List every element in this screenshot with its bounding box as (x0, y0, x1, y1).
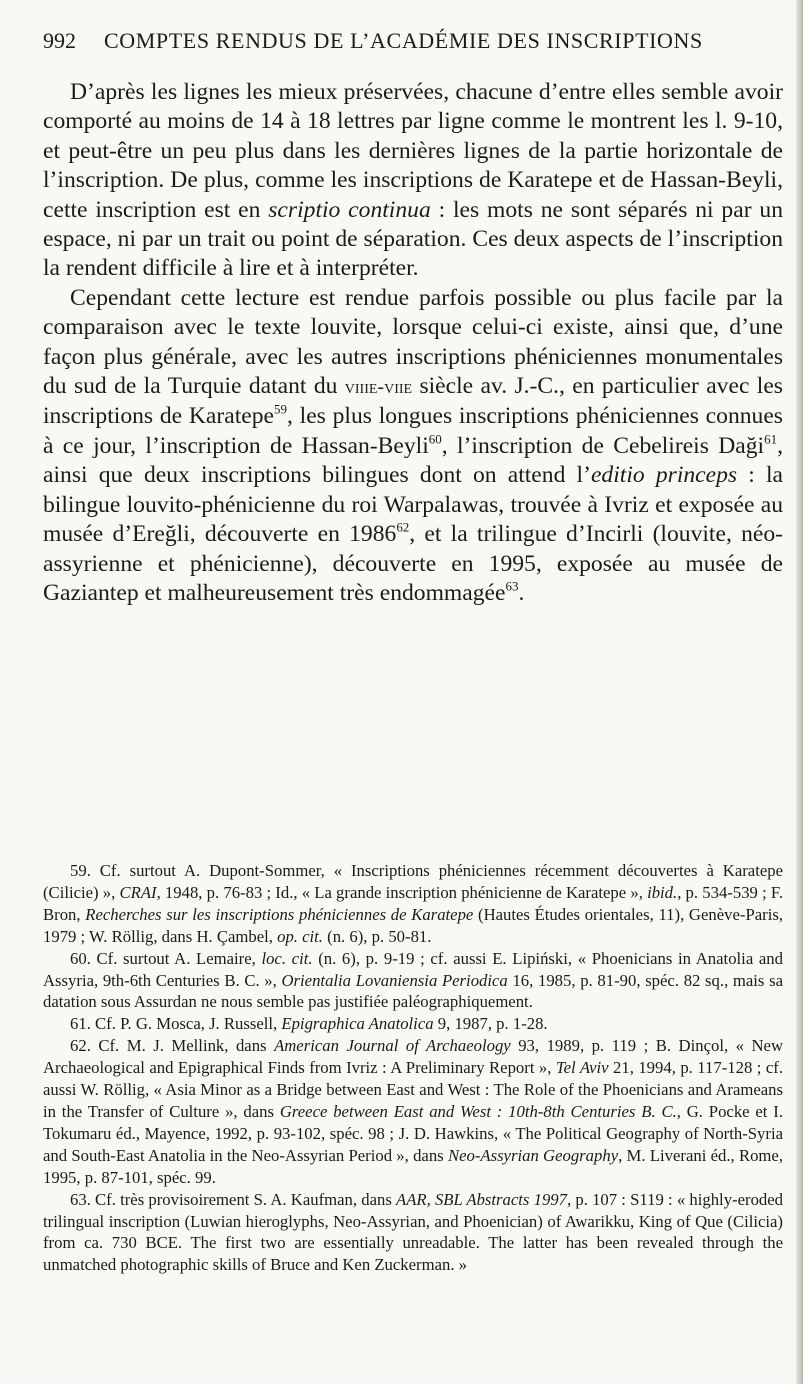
paragraph-2-text-f: : la bilingue louvito-phénicienne du roi Warpalawas, trouvée à Ivriz et exposée au musée d’Ereğli, découverte en 1986 (43, 462, 783, 548)
footnote-ref-62[interactable]: 62 (396, 519, 410, 535)
footnote-60-italic-1: loc. cit. (261, 948, 313, 968)
paragraph-2-text-h: . (518, 579, 525, 606)
footnote-61-italic-1: Epigraphica Anatolica (281, 1014, 434, 1034)
footnote-62-text-e: , M. Liverani éd., Rome, 1995, p. 87-101, spéc. 99. (43, 1145, 783, 1187)
footnote-60-italic-2: Orientalia Lovaniensia Periodica (281, 970, 508, 990)
footnote-62-italic-1: American Journal of Archaeology (274, 1036, 511, 1056)
footnote-61-text-a: 61. Cf. P. G. Mosca, J. Russell, (70, 1014, 282, 1034)
running-header (43, 27, 783, 55)
footnote-60 (43, 948, 783, 1014)
footnote-62-italic-3: Greece between East and West : 10th-8th Centuries B. C. (279, 1101, 677, 1121)
footnote-62-italic-2: Tel Aviv (555, 1058, 609, 1078)
footnote-63 (43, 1189, 783, 1277)
paragraph-2-text-b: siècle av. J.-C., en particulier avec les inscriptions de Karatepe (43, 373, 783, 430)
paragraph-2-text-d: , l’inscription de Cebelireis Daği (441, 432, 765, 459)
footnote-63-text-b: , p. 107 : S119 : « highly-eroded trilingual inscription (Luwian hieroglyphs, Neo-Assyrian, and Phoenician) of Awarikku, King of Que (Cilicia) from ca. 730 BCE. The first two are essentially unreadable. The latter has been revealed through the unmatched photographic skills of Bruce and Ken Zuckerman. » (43, 1189, 784, 1275)
footnote-61-text-b: 9, 1987, p. 1-28. (433, 1014, 548, 1034)
footnote-63-text-a: 63. Cf. très provisoirement S. A. Kaufman, dans (70, 1189, 397, 1209)
paragraph-2-text-e: , ainsi que deux inscriptions bilingues dont on attend l’ (43, 432, 783, 489)
footnote-62 (43, 1035, 783, 1188)
page-edge-shadow (796, 0, 803, 1384)
footnote-ref-59[interactable]: 59 (274, 401, 287, 417)
footnote-59 (43, 860, 783, 948)
footnote-62-text-b: 93, 1989, p. 119 ; B. Dinçol, « New Archaeological and Epigraphical Finds from Ivriz : A Preliminary Report », (43, 1036, 783, 1078)
footnote-59-italic-2: ibid. (647, 882, 678, 902)
footnote-59-text-e: (n. 6), p. 50-81. (322, 926, 432, 946)
paragraph-2-text-c: , les plus longues inscriptions phéniciennes connues à ce jour, l’inscription de Hassan-Beyli (43, 403, 783, 459)
paragraph-2-italic: editio princeps (590, 462, 738, 489)
footnote-59-text-b: , 1948, p. 76-83 ; Id., « La grande inscription phénicienne de Karatepe », (156, 882, 648, 902)
footnote-63-italic-1: AAR, SBL Abstracts 1997 (396, 1189, 567, 1209)
footnote-ref-61[interactable]: 61 (764, 431, 778, 447)
footnote-61 (43, 1013, 783, 1035)
paragraph-2-text-g: , et la trilingue d’Incirli (louvite, néo-assyrienne et phénicienne), découverte en 1995, exposée au musée de Gaziantep et malheureusement très endommagée (43, 521, 784, 606)
footnote-62-text-a: 62. Cf. M. J. Mellink, dans (70, 1036, 275, 1056)
footnote-59-text-a: 59. Cf. surtout A. Dupont-Sommer, « Inscriptions phéniciennes récemment découvertes à Karatepe (Cilicie) », (43, 861, 783, 902)
footnotes (43, 860, 783, 1276)
footnote-62-text-c: 21, 1994, p. 117-128 ; cf. aussi W. Röllig, « Asia Minor as a Bridge between East and West : The Role of the Phoenicians and Arameans in the Transfer of Culture », dans (43, 1058, 783, 1121)
footnote-59-text-d: (Hautes Études orientales, 11), Genève-Paris, 1979 ; W. Röllig, dans H. Çambel, (43, 904, 783, 946)
century-range: viiie-viie (344, 376, 413, 399)
footnote-60-text-c: 16, 1985, p. 81-90, spéc. 82 sq., mais sa datation sous Assurdan ne nous semble pas justifiée paléographiquement. (43, 970, 784, 1012)
paragraph-1-text: D’après les lignes les mieux préservées, chacune d’entre elles semble avoir comporté au moins de 14 à 18 lettres par ligne comme le montrent les l. 9-10, et peut-être un peu plus dans les dernières lignes de la partie horizontale de l’inscription. De plus, comme les inscriptions de Karatepe et de Hassan-Beyli, cette inscription est en (43, 79, 783, 223)
footnote-ref-60[interactable]: 60 (428, 431, 442, 447)
footnote-59-italic-1: CRAI (119, 882, 157, 902)
main-text (43, 78, 783, 608)
footnote-62-text-d: , G. Pocke et I. Tokumaru éd., Mayence, 1992, p. 93-102, spéc. 98 ; J. D. Hawkins, « The Political Geography of North-Syria and South-East Anatolia in the Neo-Assyrian Period », dans (43, 1101, 783, 1165)
page-number: 992 (43, 28, 76, 53)
footnote-ref-63[interactable]: 63 (505, 578, 519, 594)
footnote-59-italic-3: Recherches sur les inscriptions phéniciennes de Karatepe (85, 904, 474, 924)
paragraph-1 (43, 78, 783, 284)
paragraph-2 (43, 284, 783, 608)
paragraph-1-italic: scriptio continua (268, 196, 431, 223)
paragraph-2-text-a: Cependant cette lecture est rendue parfois possible ou plus facile par la comparaison avec le texte louvite, lorsque celui-ci existe, ainsi que, d’une façon plus générale, avec les autres inscriptions phéniciennes monumentales du sud de la Turquie datant du (43, 284, 783, 400)
footnote-60-text-b: (n. 6), p. 9-19 ; cf. aussi E. Lipiński, « Phoenicians in Anatolia and Assyria, 9th-6th Centuries B. C. », (43, 948, 783, 990)
footnote-62-italic-4: Neo-Assyrian Geography (447, 1145, 619, 1165)
running-title: COMPTES RENDUS DE L’ACADÉMIE DES INSCRIPTIONS (104, 28, 703, 53)
footnote-59-italic-4: op. cit. (277, 926, 323, 946)
footnote-59-text-c: , p. 534-539 ; F. Bron, (43, 882, 784, 924)
footnote-60-text-a: 60. Cf. surtout A. Lemaire, (70, 948, 262, 968)
paragraph-1-end: : les mots ne sont séparés ni par un espace, ni par un trait ou point de séparation. Ces deux aspects de l’inscription la rendent difficile à lire et à interpréter. (43, 196, 783, 282)
